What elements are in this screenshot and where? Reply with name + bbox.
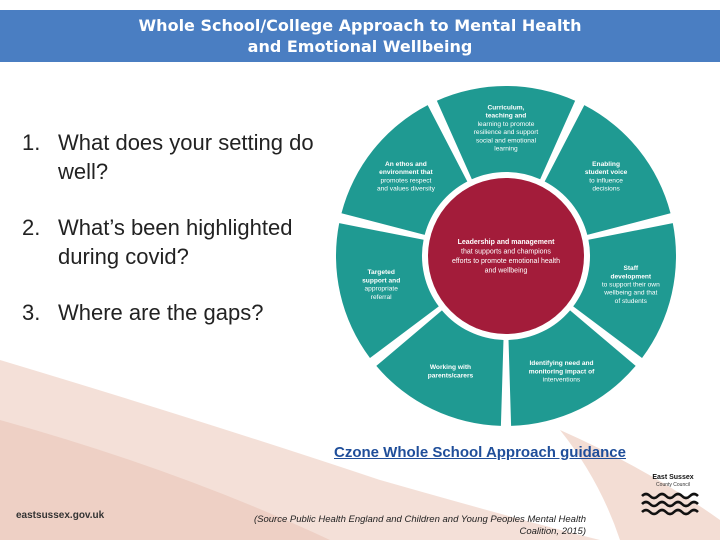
wheel-segment-label: An ethos and environment that promotes respect and values diversity — [376, 160, 435, 193]
wheel-segment-label: Enabling student voice to influence decisions — [584, 160, 628, 193]
center-circle — [428, 178, 584, 334]
logo-line-2: County Council — [656, 482, 690, 488]
source-citation — [180, 514, 586, 538]
wheel-segment-label: Identifying need and monitoring impact of interventions — [528, 360, 595, 384]
wheel-segment-label: Targeted support and appropriate referral — [362, 269, 401, 301]
question-text: What’s been highlighted during covid? — [58, 215, 293, 269]
whole-school-wheel-diagram — [328, 80, 684, 432]
question-item — [22, 298, 322, 327]
logo-line-1: East Sussex — [652, 474, 694, 481]
title-line-2: and Emotional Wellbeing — [247, 37, 473, 56]
question-item — [22, 213, 322, 271]
wheel-segment-label: Working with parents/carers — [427, 364, 474, 380]
slide-title — [0, 10, 720, 62]
question-number: 3. — [22, 300, 41, 325]
question-list — [22, 128, 322, 354]
source-line-2: Coalition, 2015) — [519, 526, 586, 537]
footer-website: eastsussex.gov.uk — [16, 510, 105, 521]
question-text: Where are the gaps? — [58, 300, 264, 325]
question-number: 2. — [22, 215, 41, 240]
question-item — [22, 128, 322, 186]
czone-guidance-link[interactable]: Czone Whole School Approach guidance — [334, 444, 626, 461]
question-text: What does your setting do well? — [58, 130, 314, 184]
question-number: 1. — [22, 130, 41, 155]
title-line-1: Whole School/College Approach to Mental Health — [138, 16, 582, 35]
source-line-1: (Source Public Health England and Children and Young Peoples Mental Health — [253, 514, 586, 525]
east-sussex-logo — [638, 474, 708, 526]
waves-logo-icon — [638, 488, 708, 522]
center-label: Leadership and management that supports and champions efforts to promote emotional health and wellbeing — [451, 239, 561, 275]
wheel-segment-label: Curriculum, teaching and learning to promote resilience and support social and emotional learning — [473, 104, 539, 153]
wheel-segment-label: Staff development to support their own wellbeing and that of students — [601, 265, 660, 305]
